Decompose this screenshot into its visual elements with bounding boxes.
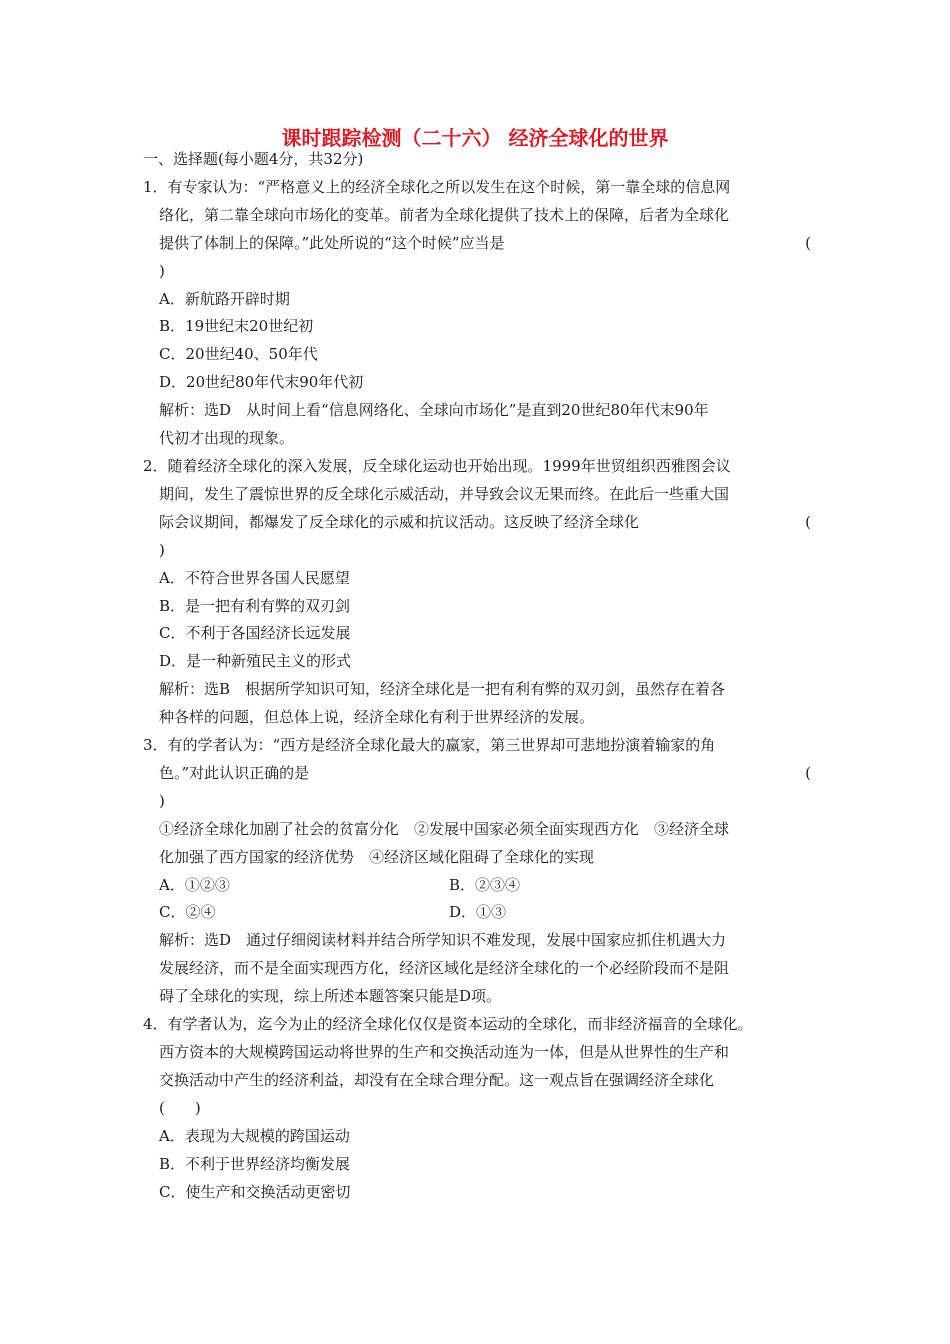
analysis-line: 碍了全球化的实现，综上所述本题答案只能是D项。	[159, 987, 502, 1006]
answer-paren: ( )	[159, 1098, 201, 1117]
option-c: C．20世纪40、50年代	[159, 345, 318, 364]
option-a: A．表现为大规模的跨国运动	[159, 1126, 350, 1145]
option-c: C．使生产和交换活动更密切	[159, 1182, 351, 1201]
question-text: 际会议期间，都爆发了反全球化的示威和抗议活动。这反映了经济全球化	[159, 512, 640, 531]
question-3	[143, 732, 811, 1011]
question-text-line: 1．有专家认为：“严格意义上的经济全球化之所以发生在这个时候，第一靠全球的信息网	[143, 177, 731, 196]
option-a: A．不符合世界各国人民愿望	[159, 568, 350, 587]
question-text-line: 3．有的学者认为：“西方是经济全球化最大的赢家，第三世界却可悲地扮演着输家的角	[143, 736, 716, 755]
option-b: B．是一把有利有弊的双刃剑	[159, 596, 351, 615]
question-1	[143, 174, 811, 453]
question-text-line: 2．随着经济全球化的深入发展，反全球化运动也开始出现。1999年世贸组织西雅图会议	[143, 456, 731, 475]
question-text-line: 期间，发生了震惊世界的反全球化示威活动，并导致会议无果而终。在此后一些重大国	[159, 484, 730, 503]
analysis-line: 解析：选B 根据所学知识可知，经济全球化是一把有利有弊的双刃剑，虽然存在着各	[159, 680, 726, 699]
analysis-line: 代初才出现的现象。	[159, 429, 295, 448]
question-text: 提供了体制上的保障。”此处所说的“这个时候”应当是	[159, 233, 505, 252]
answer-paren-open: (	[805, 512, 811, 531]
answer-paren-open: (	[805, 763, 811, 782]
analysis-line: 发展经济，而不是全面实现西方化，经济区域化是经济全球化的一个必经阶段而不是阻	[159, 959, 730, 978]
question-text: 色。”对此认识正确的是	[159, 763, 310, 782]
question-text-line: 交换活动中产生的经济利益，却没有在全球合理分配。这一观点旨在强调经济全球化	[159, 1070, 715, 1089]
answer-paren-close: )	[159, 540, 165, 559]
option-b: B．19世纪末20世纪初	[159, 317, 314, 336]
question-text-line: 4．有学者认为，迄今为止的经济全球化仅仅是资本运动的全球化，而非经济福音的全球化。	[143, 1015, 753, 1034]
question-text-line: 西方资本的大规模跨国运动将世界的生产和交换活动连为一体，但是从世界性的生产和	[159, 1043, 730, 1061]
option-b: B．②③④	[449, 875, 521, 894]
option-a: A．①②③	[159, 875, 230, 894]
question-text-line: 络化，第二靠全球向市场化的变革。前者为全球化提供了技术上的保障，后者为全球化	[159, 205, 730, 224]
analysis-line: 解析：选D 从时间上看“信息网络化、全球向市场化”是直到20世纪80年代末90年	[159, 401, 709, 420]
answer-paren-close: )	[159, 791, 165, 810]
question-text-line	[143, 230, 811, 258]
document-title: 课时跟踪检测（二十六） 经济全球化的世界	[281, 126, 669, 150]
option-d: D．20世纪80年代末90年代初	[159, 373, 364, 392]
analysis-line: 解析：选D 通过仔细阅读材料并结合所学知识不难发现，发展中国家应抓住机遇大力	[159, 931, 727, 950]
answer-paren-open: (	[805, 233, 811, 252]
option-d: D．①③	[449, 903, 507, 922]
option-a: A．新航路开辟时期	[159, 289, 290, 308]
question-4	[143, 1011, 811, 1206]
option-c: C．②④	[159, 903, 216, 922]
section-heading: 一、选择题(每小题4分，共32分)	[143, 150, 364, 168]
statement-line: ①经济全球化加剧了社会的贫富分化 ②发展中国家必须全面实现西方化 ③经济全球	[159, 819, 730, 838]
option-c: C．不利于各国经济长远发展	[159, 624, 351, 643]
document-body	[143, 146, 811, 1206]
options-row	[143, 899, 811, 927]
question-text-line	[143, 760, 811, 788]
question-2	[143, 453, 811, 732]
option-d: D．是一种新殖民主义的形式	[159, 652, 352, 671]
options-row	[143, 872, 811, 900]
statement-line: 化加强了西方国家的经济优势 ④经济区域化阻碍了全球化的实现	[159, 847, 595, 866]
analysis-line: 种各样的问题，但总体上说，经济全球化有利于世界经济的发展。	[159, 708, 595, 727]
option-b: B．不利于世界经济均衡发展	[159, 1154, 351, 1173]
answer-paren-close: )	[159, 261, 165, 280]
question-text-line	[143, 509, 811, 537]
